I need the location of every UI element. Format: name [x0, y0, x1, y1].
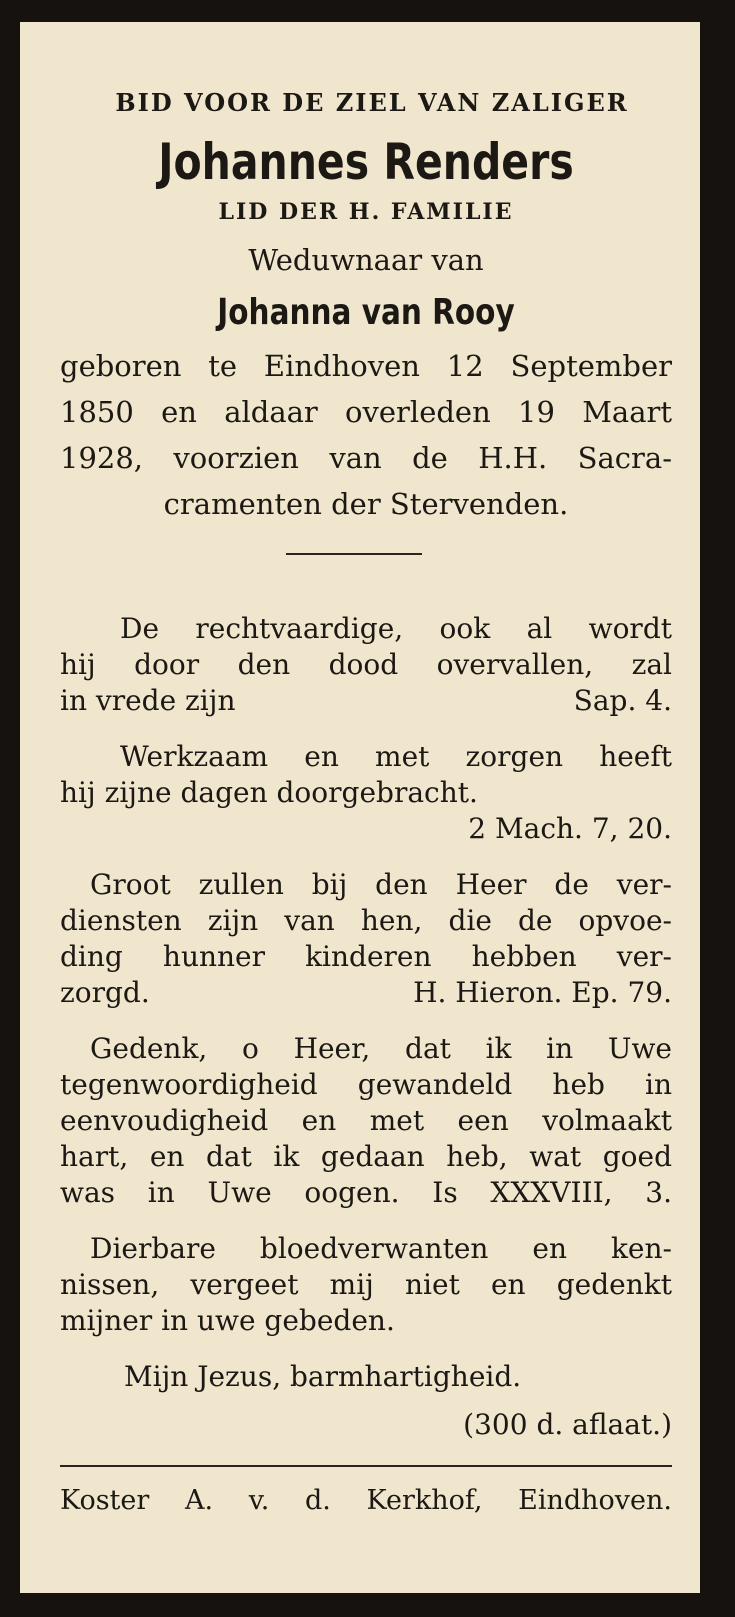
indulgence-note: (300 d. aflaat.) — [463, 1408, 672, 1441]
verse-line: Werkzaam en met zorgen heeft — [120, 740, 672, 773]
bio-line: 1928, voorzien van de H.H. Sacra- — [60, 441, 672, 475]
verse-1-cont — [60, 647, 672, 719]
verse-line: De rechtvaardige, ook al wordt — [120, 612, 672, 645]
verse-reference: Sap. 4. — [573, 684, 672, 717]
verse-line: tegenwoordigheid gewandeld heb in — [60, 1068, 672, 1101]
verse-line: ding hunner kinderen hebben ver- — [60, 940, 672, 973]
verse-line: Groot zullen bij den Heer de ver- — [90, 868, 672, 901]
verse-line: diensten zijn van hen, die de opvoe- — [60, 904, 672, 937]
verse-reference: H. Hieron. Ep. 79. — [413, 976, 672, 1009]
verse-line: Dierbare bloedverwanten en ken- — [90, 1232, 672, 1265]
verse-5 — [60, 1231, 672, 1267]
printer-credit: Koster A. v. d. Kerkhof, Eindhoven. — [60, 1485, 672, 1516]
verse-line: was in Uwe oogen. Is XXXVIII, 3. — [60, 1176, 672, 1209]
verse-line: zorgd. — [60, 976, 150, 1009]
verse-last-line — [60, 975, 672, 1011]
verse-line: nissen, vergeet mij niet en gedenkt — [60, 1268, 672, 1301]
closing-prayer: Mijn Jezus, barmhartigheid. — [124, 1360, 522, 1393]
verse-3 — [60, 867, 672, 903]
verse-line: hij door den dood overvallen, zal — [60, 648, 672, 681]
verse-line: eenvoudigheid en met een volmaakt — [60, 1104, 672, 1137]
verse-2 — [60, 739, 672, 775]
bio-line: geboren te Eindhoven 12 September — [60, 349, 672, 383]
verse-2-cont — [60, 775, 672, 847]
bio-line: cramenten der Stervenden. — [163, 487, 569, 521]
verse-4-cont — [60, 1067, 672, 1211]
verse-5-cont — [60, 1267, 672, 1339]
verse-3-cont — [60, 903, 672, 1011]
verse-reference: 2 Mach. 7, 20. — [468, 812, 672, 845]
verse-1 — [60, 611, 672, 647]
membership-line: LID DER H. FAMILIE — [218, 199, 514, 225]
verse-line: mijner in uwe gebeden. — [60, 1304, 395, 1337]
verse-line: hart, en dat ik gedaan heb, wat goed — [60, 1140, 672, 1173]
bio-line: 1850 en aldaar overleden 19 Maart — [60, 395, 672, 429]
bio-paragraph — [60, 343, 672, 527]
deceased-name: Johannes Renders — [158, 133, 574, 191]
verse-line: Gedenk, o Heer, dat ik in Uwe — [90, 1032, 672, 1065]
verse-4 — [60, 1031, 672, 1067]
spouse-name: Johanna van Rooy — [217, 292, 515, 333]
memorial-card — [20, 22, 700, 1593]
prayer-heading: BID VOOR DE ZIEL VAN ZALIGER — [115, 88, 629, 117]
verse-line: in vrede zijn — [60, 684, 236, 717]
short-divider — [286, 553, 422, 555]
long-divider — [60, 1465, 672, 1467]
verse-last-line — [60, 683, 672, 719]
verse-line: hij zijne dagen doorgebracht. — [60, 776, 478, 809]
widower-of-line: Weduwnaar van — [248, 243, 484, 277]
